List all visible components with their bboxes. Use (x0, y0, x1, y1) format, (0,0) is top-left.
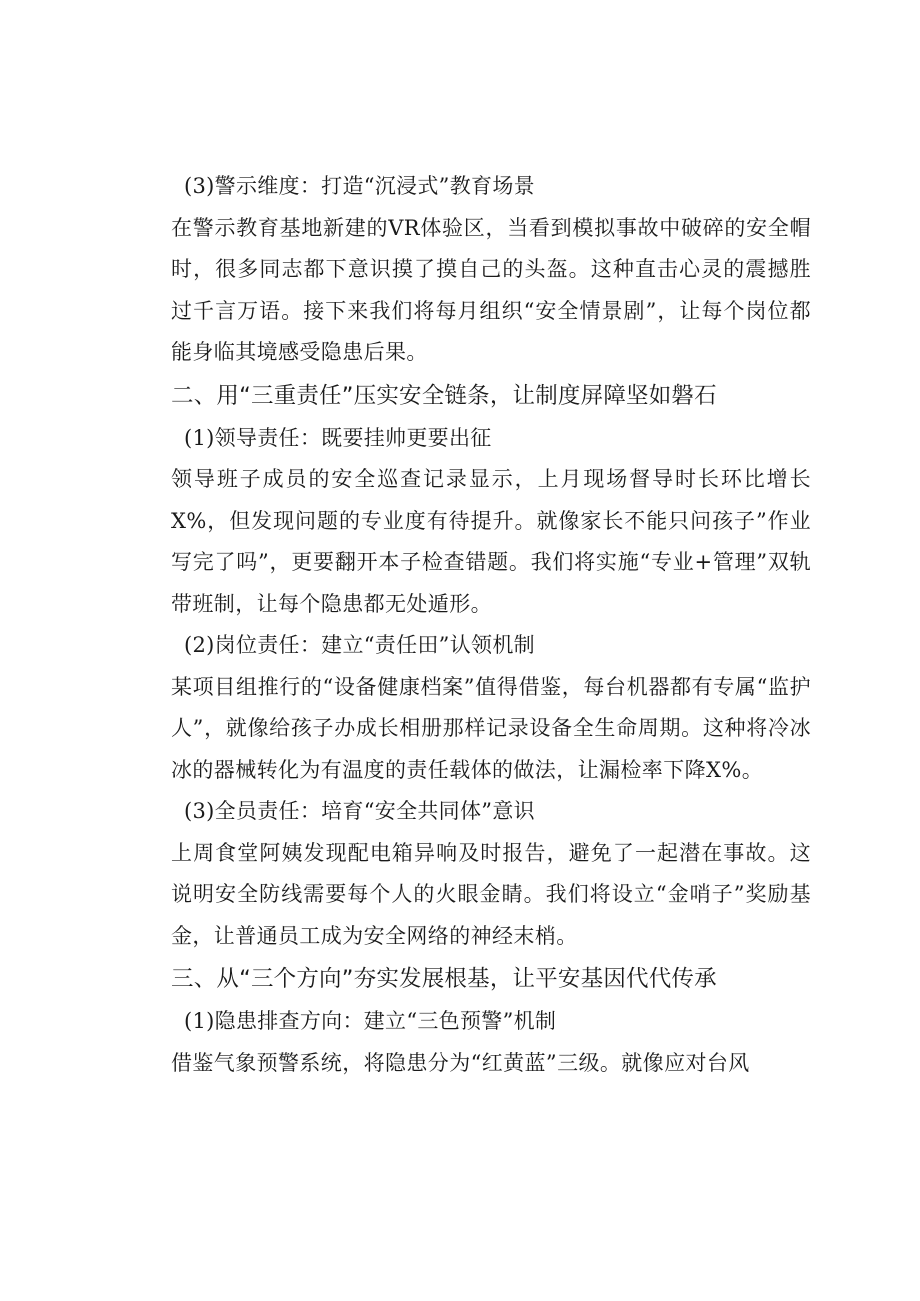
paragraph-post-responsibility: 某项目组推行的“设备健康档案”值得借鉴，每台机器都有专属“监护人”，就像给孩子办成长相册那样记录设备全生命周期。这种将冷冰冰的器械转化为有温度的责任载体的做法，让漏检率下降X%。 (171, 674, 811, 782)
section-heading-three-directions: 三、从“三个方向”夯实发展根基，让平安基因代代传承 (171, 966, 717, 992)
paragraph-leadership-responsibility: 领导班子成员的安全巡查记录显示，上月现场督导时长环比增长X%，但发现问题的专业度有待提升。就像家长不能只问孩子”作业写完了吗”，更要翻开本子检查错题。我们将实施“专业+管理”双轨带班制，让每个隐患都无处遁形。 (171, 467, 811, 616)
subsection-title-post-responsibility: (2)岗位责任：建立“责任田”认领机制 (184, 633, 535, 657)
paragraph-all-staff-responsibility: 上周食堂阿姨发现配电箱异响及时报告，避免了一起潜在事故。这说明安全防线需要每个人的火眼金睛。我们将设立“金哨子”奖励基金，让普通员工成为安全网络的神经末梢。 (171, 840, 811, 948)
section-heading-three-responsibilities: 二、用“三重责任”压实安全链条，让制度屏障坚如磐石 (171, 382, 717, 409)
subsection-title-hazard-inspection: (1)隐患排查方向：建立“三色预警”机制 (184, 1009, 557, 1033)
subsection-title-leadership-responsibility: (1)领导责任：既要挂帅更要出征 (184, 425, 492, 450)
paragraph-hazard-inspection: 借鉴气象预警系统，将隐患分为“红黄蓝”三级。就像应对台风 (171, 1050, 750, 1075)
document-content (171, 166, 811, 1084)
subsection-title-warning-dimension: (3)警示维度：打造“沉浸式”教育场景 (184, 174, 535, 198)
paragraph-warning-education: 在警示教育基地新建的VR体验区，当看到模拟事故中破碎的安全帽时，很多同志都下意识摸了摸自己的头盔。这种直击心灵的震撼胜过千言万语。接下来我们将每月组织“安全情景剧”，让每个岗位都能身临其境感受隐患后果。 (171, 215, 811, 364)
subsection-title-all-staff-responsibility: (3)全员责任：培育“安全共同体”意识 (184, 799, 535, 823)
